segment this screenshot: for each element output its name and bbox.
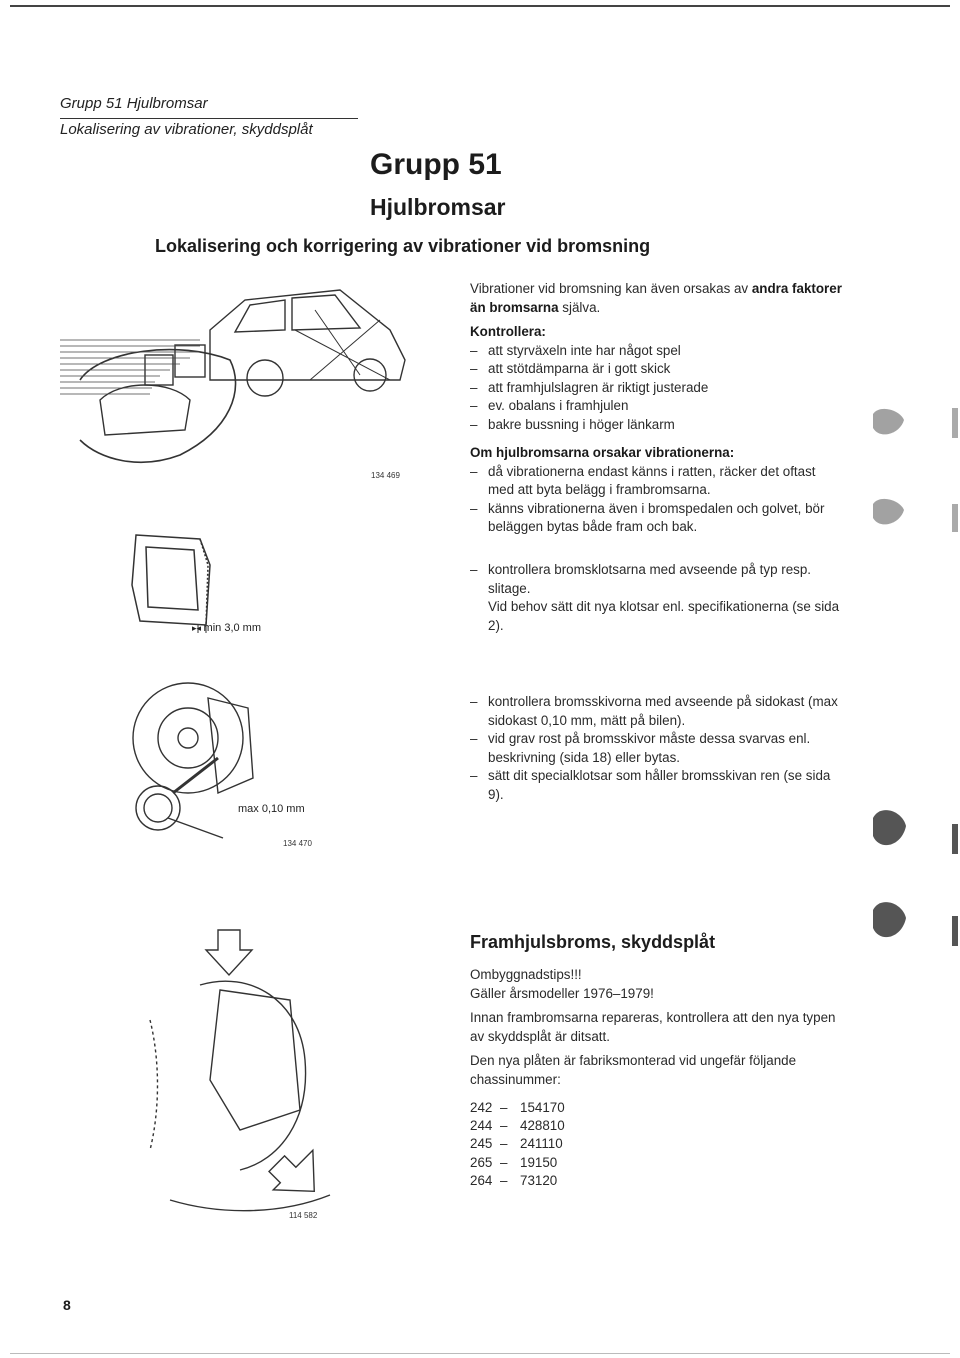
running-header-group: Grupp 51 Hjulbromsar	[60, 95, 208, 112]
check-item: – att framhjulslagren är riktigt justerade	[470, 379, 709, 395]
shield-tip: Ombyggnadstips!!!	[470, 967, 582, 982]
check-item: – att stötdämparna är i gott skick	[470, 361, 671, 377]
brake-pad-illustration	[128, 525, 228, 635]
discs-item: – sätt dit specialklotsar som håller bromsskivan ren (se sida 9).	[470, 768, 831, 802]
check-block	[470, 323, 842, 435]
shield-block	[470, 966, 842, 1090]
disc-runout-illustration	[128, 678, 308, 848]
top-rule	[10, 5, 950, 7]
shield-para1: Innan frambromsarna repareras, kontrollera att den nya typen av skyddsplåt är ditsatt.	[470, 1010, 836, 1044]
binder-marks	[870, 400, 960, 960]
runout-caption: max 0,10 mm	[238, 803, 305, 815]
brakes-heading: Om hjulbromsarna orsakar vibrationerna:	[470, 445, 735, 460]
shield-years: Gäller årsmodeller 1976–1979!	[470, 985, 654, 1001]
figure-number-134469: 134 469	[371, 471, 400, 480]
figure-number-114582: 114 582	[289, 1211, 318, 1220]
pads-block	[470, 561, 842, 635]
brakes-item: – känns vibrationerna även i bromspedalen och golvet, bör beläggen bytas både fram och bak.	[470, 500, 825, 535]
intro-paragraph	[470, 280, 842, 317]
pads-note: Vid behov sätt dit nya klotsar enl. specifikationerna (se sida 2).	[488, 599, 840, 633]
discs-block	[470, 693, 842, 805]
running-header-topic: Lokalisering av vibrationer, skyddsplåt	[60, 121, 313, 138]
chassis-row: 245 – 241110	[470, 1136, 563, 1152]
chassis-row: 264 – 73120	[470, 1172, 558, 1188]
check-heading: Kontrollera:	[470, 324, 546, 339]
group-title: Grupp 51	[370, 148, 502, 181]
arrow-icon: ▸◂	[192, 623, 204, 633]
pad-thickness-caption: ▸◂ min 3,0 mm	[192, 622, 262, 634]
check-item: – ev. obalans i framhjulen	[470, 398, 629, 414]
intro-text: Vibrationer vid bromsning kan även orsakas av	[470, 281, 752, 296]
pads-item: – kontrollera bromsklotsarna med avseende på typ resp. slitage.	[470, 562, 812, 596]
vibration-illustration	[60, 270, 410, 490]
brakes-item: – då vibrationerna endast känns i ratten, räcker det oftast med att byta belägg i frambromsarna.	[470, 463, 816, 498]
shield-para2: Den nya plåten är fabriksmonterad vid ungefär följande chassinummer:	[470, 1053, 797, 1087]
intro-bold: andra faktorer än bromsarna	[470, 281, 842, 315]
header-rule	[60, 118, 358, 119]
caliper-shield-illustration	[140, 930, 360, 1220]
group-name: Hjulbromsar	[370, 194, 506, 220]
section-title: Lokalisering och korrigering av vibrationer vid bromsning	[155, 236, 651, 256]
chassis-row: 244 – 428810	[470, 1118, 565, 1134]
shield-heading: Framhjulsbroms, skyddsplåt	[470, 932, 716, 952]
check-item: – bakre bussning i höger länkarm	[470, 416, 675, 432]
page-number: 8	[63, 1297, 71, 1313]
chassis-row: 242 – 154170	[470, 1100, 565, 1115]
figure-number-134470: 134 470	[283, 839, 312, 848]
discs-item: – vid grav rost på bromsskivor måste dessa svarvas enl. beskrivning (sida 18) eller bytas.	[470, 731, 811, 765]
discs-item: – kontrollera bromsskivorna med avseende på sidokast (max sidokast 0,10 mm, mätt på bilen).	[470, 694, 838, 728]
brakes-block	[470, 444, 842, 537]
bottom-rule	[10, 1353, 950, 1354]
chassis-list	[470, 1099, 565, 1190]
chassis-row: 265 – 19150	[470, 1154, 558, 1170]
intro-end: själva.	[558, 299, 601, 315]
check-item: – att styrväxeln inte har något spel	[470, 342, 681, 358]
